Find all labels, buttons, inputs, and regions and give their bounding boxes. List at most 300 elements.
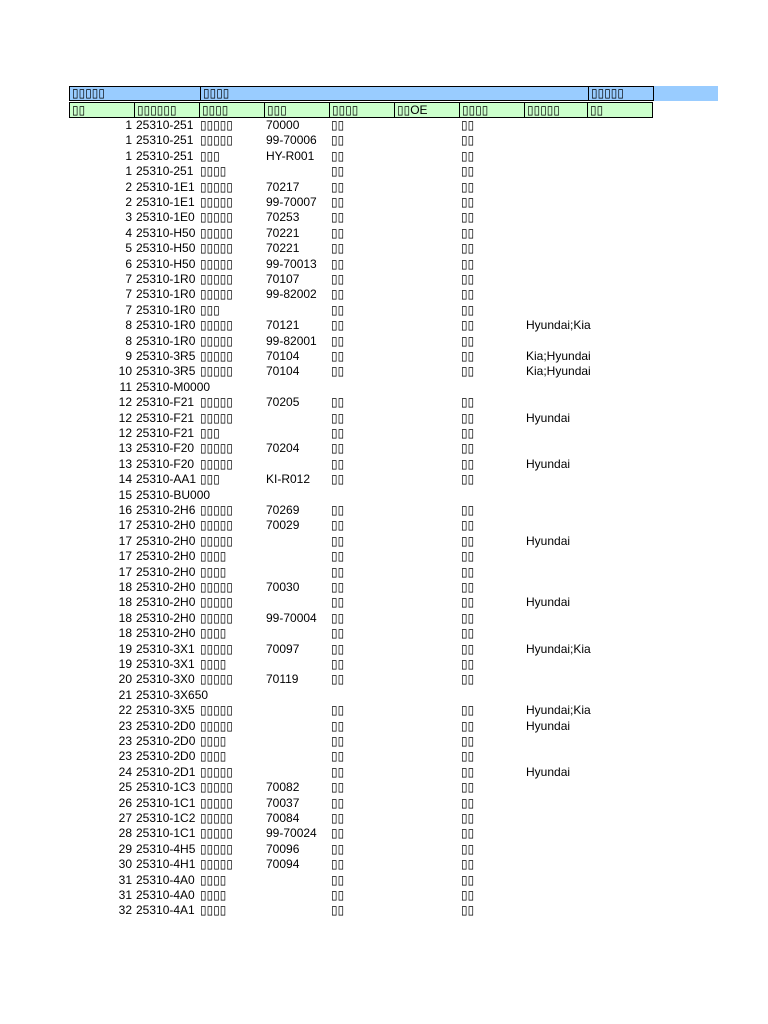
cell-st2[interactable]: ▯▯ [461,903,475,918]
cell-st2[interactable]: ▯▯ [461,164,475,179]
cell-no[interactable]: 4 [125,225,132,240]
cell-code[interactable]: 70030 [266,580,300,594]
cell-nm[interactable]: ▯▯▯▯▯ [200,395,234,410]
cell-no[interactable]: 10 [118,364,132,379]
cell-no[interactable]: 30 [118,857,132,872]
cell-pn[interactable]: 25310-F20 [136,441,195,456]
cell-mk[interactable]: Hyundai;Kia [526,703,591,718]
cell-st2[interactable]: ▯▯ [461,564,475,579]
cell-st2[interactable]: ▯▯ [461,626,475,641]
cell-no[interactable]: 24 [118,764,132,779]
cell-st[interactable]: ▯▯ [331,749,345,764]
cell-st[interactable]: ▯▯ [331,195,345,209]
cell-nm[interactable]: ▯▯▯▯▯ [200,857,234,872]
cell-nm[interactable]: ▯▯▯▯▯ [200,272,234,286]
cell-pn[interactable]: 25310-4A0 [136,888,195,902]
cell-st2[interactable]: ▯▯ [461,857,475,872]
cell-no[interactable]: 17 [118,518,132,533]
cell-st2[interactable]: ▯▯ [461,503,475,517]
cell-no[interactable]: 18 [118,580,132,594]
cell-pn[interactable]: 25310-251 [136,118,194,132]
header1-cell-2[interactable]: ▯▯▯▯▯ [588,86,653,101]
cell-pn[interactable]: 25310-1R0 [136,318,196,333]
cell-nm[interactable]: ▯▯▯▯ [200,564,227,579]
cell-no[interactable]: 18 [118,626,132,641]
cell-code[interactable]: 70204 [266,441,300,456]
cell-pn[interactable]: 25310-2H6 [136,503,196,517]
cell-nm[interactable]: ▯▯▯▯▯ [200,256,234,271]
cell-nm[interactable]: ▯▯▯▯▯ [200,641,234,656]
cell-st2[interactable]: ▯▯ [461,811,475,825]
cell-st2[interactable]: ▯▯ [461,780,475,795]
col-header-status2[interactable]: ▯▯▯▯ [460,102,525,118]
cell-st2[interactable]: ▯▯ [461,333,475,348]
cell-nm[interactable]: ▯▯▯▯▯ [200,210,234,225]
cell-st2[interactable]: ▯▯ [461,533,475,548]
cell-st2[interactable]: ▯▯ [461,318,475,333]
cell-no[interactable]: 8 [125,333,132,348]
cell-pn[interactable]: 25310-H50 [136,225,196,240]
cell-st2[interactable]: ▯▯ [461,241,475,256]
cell-nm[interactable]: ▯▯▯▯ [200,657,227,671]
cell-pn[interactable]: 25310-4A1 [136,903,195,918]
cell-st2[interactable]: ▯▯ [461,610,475,625]
cell-no[interactable]: 29 [118,841,132,856]
cell-st[interactable]: ▯▯ [331,287,345,302]
cell-st[interactable]: ▯▯ [331,826,345,841]
cell-st[interactable]: ▯▯ [331,164,345,179]
cell-st[interactable]: ▯▯ [331,210,345,225]
cell-no[interactable]: 7 [125,302,132,317]
cell-pn[interactable]: 25310-3X1 [136,657,195,671]
cell-pn[interactable]: 25310-4H5 [136,841,196,856]
cell-code[interactable]: 70000 [266,118,300,132]
cell-nm[interactable]: ▯▯▯▯▯ [200,841,234,856]
cell-st[interactable]: ▯▯ [331,410,345,425]
cell-no[interactable]: 16 [118,503,132,517]
cell-nm[interactable]: ▯▯▯▯▯ [200,241,234,256]
cell-no[interactable]: 27 [118,811,132,825]
cell-st[interactable]: ▯▯ [331,795,345,810]
cell-st[interactable]: ▯▯ [331,718,345,733]
cell-pn[interactable]: 25310-F20 [136,456,195,471]
cell-no[interactable]: 32 [118,903,132,918]
cell-st2[interactable]: ▯▯ [461,395,475,410]
cell-pn[interactable]: 25310-2D1 [136,764,196,779]
cell-st[interactable]: ▯▯ [331,549,345,564]
cell-st[interactable]: ▯▯ [331,780,345,795]
cell-st2[interactable]: ▯▯ [461,472,475,487]
cell-st[interactable]: ▯▯ [331,349,345,363]
cell-nm[interactable]: ▯▯▯ [200,148,220,163]
cell-no[interactable]: 14 [118,472,132,487]
cell-mk[interactable]: Hyundai [526,533,571,548]
cell-pn[interactable]: 25310-3R5 [136,364,196,379]
cell-st2[interactable]: ▯▯ [461,118,475,132]
cell-mk[interactable]: Hyundai;Kia [526,318,591,333]
cell-st2[interactable]: ▯▯ [461,872,475,887]
cell-st[interactable]: ▯▯ [331,256,345,271]
col-header-make[interactable]: ▯▯▯▯▯ [525,102,588,118]
cell-st2[interactable]: ▯▯ [461,426,475,440]
cell-pn[interactable]: 25310-2D0 [136,718,196,733]
cell-code[interactable]: 70082 [266,780,300,795]
cell-pn[interactable]: 25310-F21 [136,395,195,410]
cell-st[interactable]: ▯▯ [331,272,345,286]
cell-nm[interactable]: ▯▯▯▯▯ [200,595,234,610]
cell-st2[interactable]: ▯▯ [461,734,475,748]
cell-pn[interactable]: 25310-1E1 [136,195,195,209]
cell-nm[interactable]: ▯▯▯▯▯ [200,503,234,517]
cell-code[interactable]: 70205 [266,395,300,410]
cell-nm[interactable]: ▯▯▯▯ [200,749,227,764]
cell-code[interactable]: 70119 [266,672,299,687]
cell-pn[interactable]: 25310-2H0 [136,564,196,579]
cell-no[interactable]: 9 [125,349,132,363]
cell-pn[interactable]: 25310-251 [136,148,194,163]
cell-st2[interactable]: ▯▯ [461,287,475,302]
cell-nm[interactable]: ▯▯▯▯▯ [200,349,234,363]
cell-code[interactable]: 70084 [266,811,300,825]
cell-no[interactable]: 1 [125,164,132,179]
cell-nm[interactable]: ▯▯▯▯▯ [200,287,234,302]
cell-st2[interactable]: ▯▯ [461,225,475,240]
cell-pn[interactable]: 25310-1R0 [136,287,196,302]
cell-st[interactable]: ▯▯ [331,903,345,918]
cell-pn[interactable]: 25310-2H0 [136,518,196,533]
cell-no[interactable]: 23 [118,734,132,748]
cell-st2[interactable]: ▯▯ [461,703,475,718]
cell-code[interactable]: 70107 [266,272,300,286]
cell-code[interactable]: 99-70024 [266,826,317,841]
cell-no[interactable]: 21 [118,687,132,702]
cell-st[interactable]: ▯▯ [331,610,345,625]
cell-pn[interactable]: 25310-F21 [136,410,195,425]
cell-mk[interactable]: Hyundai [526,595,571,610]
cell-st2[interactable]: ▯▯ [461,133,475,148]
cell-nm[interactable]: ▯▯▯▯▯ [200,333,234,348]
cell-nm[interactable]: ▯▯▯▯▯ [200,580,234,594]
cell-st2[interactable]: ▯▯ [461,410,475,425]
cell-st[interactable]: ▯▯ [331,179,345,194]
cell-code[interactable]: 70104 [266,364,300,379]
cell-pn[interactable]: 25310-2D0 [136,749,196,764]
cell-st2[interactable]: ▯▯ [461,272,475,286]
cell-st2[interactable]: ▯▯ [461,518,475,533]
cell-st2[interactable]: ▯▯ [461,826,475,841]
cell-st[interactable]: ▯▯ [331,395,345,410]
cell-st[interactable]: ▯▯ [331,518,345,533]
cell-nm[interactable]: ▯▯▯ [200,426,220,440]
cell-st[interactable]: ▯▯ [331,441,345,456]
cell-st2[interactable]: ▯▯ [461,749,475,764]
cell-st[interactable]: ▯▯ [331,657,345,671]
cell-no[interactable]: 18 [118,595,132,610]
cell-st[interactable]: ▯▯ [331,241,345,256]
cell-no[interactable]: 1 [125,148,132,163]
cell-st2[interactable]: ▯▯ [461,148,475,163]
cell-st2[interactable]: ▯▯ [461,195,475,209]
cell-st[interactable]: ▯▯ [331,811,345,825]
cell-no[interactable]: 15 [118,487,132,502]
cell-pn[interactable]: 25310-2H0 [136,595,196,610]
header1-cell-0[interactable]: ▯▯▯▯▯ [69,86,200,101]
cell-nm[interactable]: ▯▯▯▯▯ [200,795,234,810]
col-header-no[interactable]: ▯▯ [69,102,135,118]
cell-no[interactable]: 23 [118,749,132,764]
cell-no[interactable]: 7 [125,272,132,286]
cell-nm[interactable]: ▯▯▯▯▯ [200,118,234,132]
cell-pn[interactable]: 25310-1R0 [136,302,196,317]
cell-no[interactable]: 26 [118,795,132,810]
cell-nm[interactable]: ▯▯▯▯▯ [200,441,234,456]
cell-st[interactable]: ▯▯ [331,456,345,471]
cell-code[interactable]: 70221 [266,241,300,256]
cell-no[interactable]: 8 [125,318,132,333]
cell-st2[interactable]: ▯▯ [461,441,475,456]
cell-nm[interactable]: ▯▯▯▯ [200,734,227,748]
cell-no[interactable]: 19 [118,641,132,656]
cell-nm[interactable]: ▯▯▯▯ [200,549,227,564]
cell-code[interactable]: 70217 [266,179,300,194]
cell-code[interactable]: HY-R001 [266,148,315,163]
cell-code[interactable]: 70037 [266,795,300,810]
cell-code[interactable]: 70094 [266,857,300,872]
cell-no[interactable]: 23 [118,718,132,733]
cell-st2[interactable]: ▯▯ [461,764,475,779]
cell-st[interactable]: ▯▯ [331,472,345,487]
cell-nm[interactable]: ▯▯▯ [200,302,220,317]
cell-no[interactable]: 12 [118,426,132,440]
cell-nm[interactable]: ▯▯▯▯▯ [200,718,234,733]
cell-mk[interactable]: Hyundai [526,456,571,471]
col-header-status[interactable]: ▯▯▯▯ [330,102,395,118]
cell-st[interactable]: ▯▯ [331,841,345,856]
cell-pn[interactable]: 25310-1R0 [136,272,196,286]
cell-pn[interactable]: 25310-1E0 [136,210,195,225]
cell-st[interactable]: ▯▯ [331,364,345,379]
cell-pn[interactable]: 25310-F21 [136,426,195,440]
cell-nm[interactable]: ▯▯▯▯▯ [200,195,234,209]
cell-nm[interactable]: ▯▯▯▯▯ [200,764,234,779]
cell-pn[interactable]: 25310-2H0 [136,610,196,625]
cell-st[interactable]: ▯▯ [331,734,345,748]
cell-mk[interactable]: Hyundai [526,410,571,425]
cell-pn[interactable]: 25310-AA1 [136,472,197,487]
cell-st[interactable]: ▯▯ [331,133,345,148]
cell-mk[interactable]: Hyundai [526,764,571,779]
header1-cell-1[interactable]: ▯▯▯▯ [200,86,588,101]
cell-pn[interactable]: 25310-1C3 [136,780,196,795]
cell-pn[interactable]: 25310-H50 [136,241,196,256]
cell-nm[interactable]: ▯▯▯▯▯ [200,456,234,471]
cell-st2[interactable]: ▯▯ [461,888,475,902]
cell-no[interactable]: 25 [118,780,132,795]
cell-code[interactable]: 70104 [266,349,300,363]
cell-st2[interactable]: ▯▯ [461,256,475,271]
cell-pn[interactable]: 25310-H50 [136,256,196,271]
cell-no[interactable]: 2 [125,179,132,194]
cell-st[interactable]: ▯▯ [331,503,345,517]
col-header-oe[interactable]: ▯▯OE [395,102,460,118]
header1-cell-3[interactable] [653,86,718,101]
cell-st[interactable]: ▯▯ [331,333,345,348]
cell-no[interactable]: 2 [125,195,132,209]
cell-nm[interactable]: ▯▯▯▯ [200,888,227,902]
cell-nm[interactable]: ▯▯▯▯▯ [200,780,234,795]
cell-no[interactable]: 13 [118,456,132,471]
cell-pn[interactable]: 25310-1C1 [136,826,196,841]
cell-no[interactable]: 12 [118,395,132,410]
cell-st2[interactable]: ▯▯ [461,657,475,671]
cell-pn[interactable]: 25310-251 [136,164,194,179]
cell-pn[interactable]: 25310-4H1 [136,857,196,872]
col-header-part-no[interactable]: ▯▯▯▯▯▯ [135,102,200,118]
cell-no[interactable]: 11 [119,379,132,394]
col-header-code[interactable]: ▯▯▯ [265,102,330,118]
cell-pn[interactable]: 25310-1C1 [136,795,196,810]
cell-st[interactable]: ▯▯ [331,426,345,440]
cell-code[interactable]: 70269 [266,503,300,517]
cell-mk[interactable]: Kia;Hyundai [526,364,591,379]
col-header-name[interactable]: ▯▯▯▯ [200,102,265,118]
cell-st2[interactable]: ▯▯ [461,210,475,225]
cell-st2[interactable]: ▯▯ [461,349,475,363]
cell-no[interactable]: 5 [125,241,132,256]
cell-st[interactable]: ▯▯ [331,764,345,779]
cell-pn[interactable]: 25310-3X0 [136,672,195,687]
cell-code[interactable]: 70253 [266,210,300,225]
cell-code[interactable]: 99-82001 [266,333,317,348]
cell-nm[interactable]: ▯▯▯ [200,472,220,487]
cell-pn[interactable]: 25310-1R0 [136,333,196,348]
cell-no[interactable]: 17 [118,564,132,579]
cell-no[interactable]: 1 [125,118,132,132]
cell-pn[interactable]: 25310-2H0 [136,626,196,641]
cell-mk[interactable]: Hyundai;Kia [526,641,591,656]
cell-nm[interactable]: ▯▯▯▯▯ [200,179,234,194]
cell-nm[interactable]: ▯▯▯▯ [200,626,227,641]
cell-st2[interactable]: ▯▯ [461,672,475,687]
cell-code[interactable]: 99-70013 [266,256,317,271]
cell-st[interactable]: ▯▯ [331,148,345,163]
cell-no[interactable]: 18 [118,610,132,625]
cell-st2[interactable]: ▯▯ [461,549,475,564]
cell-code[interactable]: KI-R012 [266,472,311,487]
cell-no[interactable]: 13 [118,441,132,456]
cell-st[interactable]: ▯▯ [331,318,345,333]
cell-st[interactable]: ▯▯ [331,564,345,579]
cell-st2[interactable]: ▯▯ [461,795,475,810]
cell-nm[interactable]: ▯▯▯▯▯ [200,672,234,687]
cell-code[interactable]: 99-70006 [266,133,317,148]
cell-no[interactable]: 31 [118,888,132,902]
cell-no[interactable]: 22 [118,703,132,718]
cell-pn[interactable]: 25310-2H0 [136,549,196,564]
cell-no[interactable]: 19 [118,657,132,671]
col-header-last[interactable]: ▯▯ [588,102,653,118]
cell-mk[interactable]: Hyundai [526,718,571,733]
cell-nm[interactable]: ▯▯▯▯ [200,872,227,887]
cell-nm[interactable]: ▯▯▯▯▯ [200,410,234,425]
cell-nm[interactable]: ▯▯▯▯▯ [200,826,234,841]
cell-st[interactable]: ▯▯ [331,703,345,718]
cell-st[interactable]: ▯▯ [331,595,345,610]
cell-no[interactable]: 31 [118,872,132,887]
cell-code[interactable]: 70096 [266,841,300,856]
cell-pn[interactable]: 25310-M0000 [136,379,211,394]
cell-no[interactable]: 6 [125,256,132,271]
cell-pn[interactable]: 25310-2H0 [136,580,196,594]
cell-pn[interactable]: 25310-2H0 [136,533,196,548]
cell-st2[interactable]: ▯▯ [461,641,475,656]
cell-pn[interactable]: 25310-251 [136,133,194,148]
cell-mk[interactable]: Kia;Hyundai [526,349,591,363]
cell-nm[interactable]: ▯▯▯▯▯ [200,610,234,625]
cell-st[interactable]: ▯▯ [331,641,345,656]
cell-no[interactable]: 17 [118,549,132,564]
cell-nm[interactable]: ▯▯▯▯ [200,164,227,179]
cell-st2[interactable]: ▯▯ [461,364,475,379]
cell-st2[interactable]: ▯▯ [461,456,475,471]
cell-no[interactable]: 12 [118,410,132,425]
cell-nm[interactable]: ▯▯▯▯▯ [200,518,234,533]
cell-pn[interactable]: 25310-1E1 [136,179,195,194]
cell-pn[interactable]: 25310-3X650 [136,687,209,702]
cell-nm[interactable]: ▯▯▯▯▯ [200,703,234,718]
cell-st[interactable]: ▯▯ [331,225,345,240]
cell-nm[interactable]: ▯▯▯▯▯ [200,225,234,240]
cell-nm[interactable]: ▯▯▯▯▯ [200,533,234,548]
cell-st2[interactable]: ▯▯ [461,718,475,733]
cell-pn[interactable]: 25310-BU000 [136,487,211,502]
cell-nm[interactable]: ▯▯▯▯▯ [200,133,234,148]
cell-code[interactable]: 99-70007 [266,195,317,209]
cell-st[interactable]: ▯▯ [331,118,345,132]
cell-pn[interactable]: 25310-2D0 [136,734,196,748]
cell-st2[interactable]: ▯▯ [461,841,475,856]
cell-no[interactable]: 20 [118,672,132,687]
cell-st[interactable]: ▯▯ [331,533,345,548]
cell-code[interactable]: 70121 [266,318,300,333]
cell-pn[interactable]: 25310-3X1 [136,641,195,656]
cell-st[interactable]: ▯▯ [331,672,345,687]
cell-st2[interactable]: ▯▯ [461,179,475,194]
cell-no[interactable]: 17 [118,533,132,548]
cell-pn[interactable]: 25310-4A0 [136,872,195,887]
cell-code[interactable]: 70221 [266,225,300,240]
cell-st[interactable]: ▯▯ [331,302,345,317]
cell-code[interactable]: 70029 [266,518,300,533]
cell-st[interactable]: ▯▯ [331,888,345,902]
cell-code[interactable]: 70097 [266,641,300,656]
cell-nm[interactable]: ▯▯▯▯ [200,903,227,918]
cell-pn[interactable]: 25310-3R5 [136,349,196,363]
cell-no[interactable]: 1 [125,133,132,148]
cell-st2[interactable]: ▯▯ [461,595,475,610]
cell-no[interactable]: 3 [125,210,132,225]
cell-st[interactable]: ▯▯ [331,857,345,872]
cell-st[interactable]: ▯▯ [331,872,345,887]
cell-st[interactable]: ▯▯ [331,626,345,641]
cell-st2[interactable]: ▯▯ [461,580,475,594]
cell-nm[interactable]: ▯▯▯▯▯ [200,318,234,333]
cell-nm[interactable]: ▯▯▯▯▯ [200,811,234,825]
cell-st2[interactable]: ▯▯ [461,302,475,317]
cell-no[interactable]: 7 [125,287,132,302]
cell-pn[interactable]: 25310-3X5 [136,703,195,718]
cell-no[interactable]: 28 [118,826,132,841]
